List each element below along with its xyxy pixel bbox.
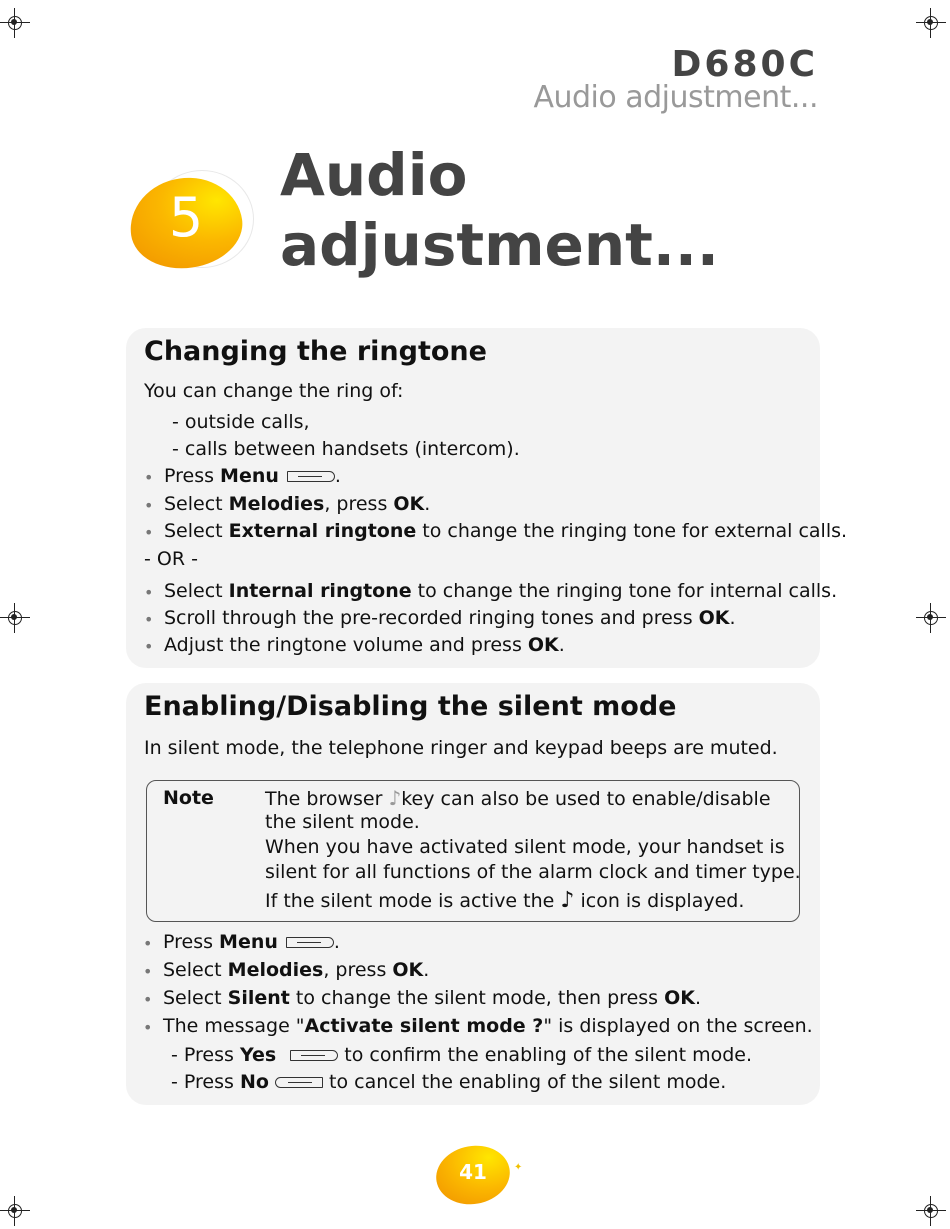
bullet-icon: • (144, 468, 154, 487)
registration-mark-icon (0, 8, 30, 38)
bullet-icon: • (143, 1018, 153, 1037)
list-item: Select External ringtone to change the ringing tone for external calls. (164, 520, 848, 542)
page-number: 41 (459, 1160, 487, 1184)
registration-mark-icon (0, 603, 30, 633)
model-name: D680C (671, 44, 818, 85)
list-item: Press Menu . (163, 931, 340, 953)
list-item: Select Internal ringtone to change the ringing tone for internal calls. (164, 580, 838, 602)
note-line: the silent mode. (265, 811, 420, 833)
list-item: Select Silent to change the silent mode, then press OK. (163, 987, 702, 1009)
bullet-icon: • (144, 583, 154, 602)
silent-mode-icon: ♪ (560, 888, 575, 913)
sub-item: - Press No to cancel the enabling of the silent mode. (171, 1071, 727, 1093)
section-intro: You can change the ring of: (144, 380, 404, 402)
registration-mark-icon (916, 8, 946, 38)
registration-mark-icon (0, 1196, 30, 1226)
chapter-title-line1: Audio (280, 141, 468, 209)
or-separator: - OR - (144, 548, 198, 570)
left-softkey-icon (275, 1077, 323, 1088)
section-intro: In silent mode, the telephone ringer and keypad beeps are muted. (144, 737, 778, 759)
note-line: The browser ♪key can also be used to enable/disable (265, 786, 771, 810)
bullet-icon: • (144, 610, 154, 629)
chapter-title (280, 140, 840, 280)
right-softkey-icon (287, 471, 335, 482)
list-item: Scroll through the pre-recorded ringing tones and press OK. (164, 607, 736, 629)
bullet-icon: • (143, 934, 153, 953)
bullet-icon: • (144, 637, 154, 656)
chapter-number: 5 (168, 186, 204, 249)
note-box (146, 780, 800, 922)
registration-mark-icon (916, 1196, 946, 1226)
sub-item: - calls between handsets (intercom). (172, 438, 520, 460)
bullet-icon: • (143, 990, 153, 1009)
note-line: When you have activated silent mode, your handset is (265, 836, 785, 858)
right-softkey-icon (290, 1050, 338, 1061)
bullet-icon: • (144, 496, 154, 515)
list-item: Press Menu . (164, 465, 341, 487)
section-title: Enabling/Disabling the silent mode (144, 691, 677, 722)
right-softkey-icon (286, 937, 334, 948)
bullet-icon: • (143, 962, 153, 981)
chapter-title-line2: adjustment... (280, 211, 719, 279)
section-title: Changing the ringtone (144, 336, 487, 367)
list-item: Select Melodies, press OK. (163, 959, 430, 981)
list-item: Adjust the ringtone volume and press OK. (164, 634, 565, 656)
page-subtitle: Audio adjustment... (533, 80, 818, 115)
note-line: If the silent mode is active the ♪ icon is displayed. (265, 888, 745, 913)
browser-key-icon: ♪ (388, 786, 402, 810)
registration-mark-icon (916, 603, 946, 633)
sub-item: - Press Yes to confirm the enabling of the silent mode. (171, 1044, 753, 1066)
section-changing-ringtone (126, 328, 848, 668)
list-item: The message "Activate silent mode ?" is displayed on the screen. (163, 1015, 813, 1037)
sub-item: - outside calls, (172, 411, 310, 433)
list-item: Select Melodies, press OK. (164, 493, 431, 515)
note-label: Note (163, 787, 214, 809)
sparkle-icon: ✦ (514, 1162, 523, 1173)
bullet-icon: • (144, 523, 154, 542)
note-line: silent for all functions of the alarm clock and timer type. (265, 861, 801, 883)
